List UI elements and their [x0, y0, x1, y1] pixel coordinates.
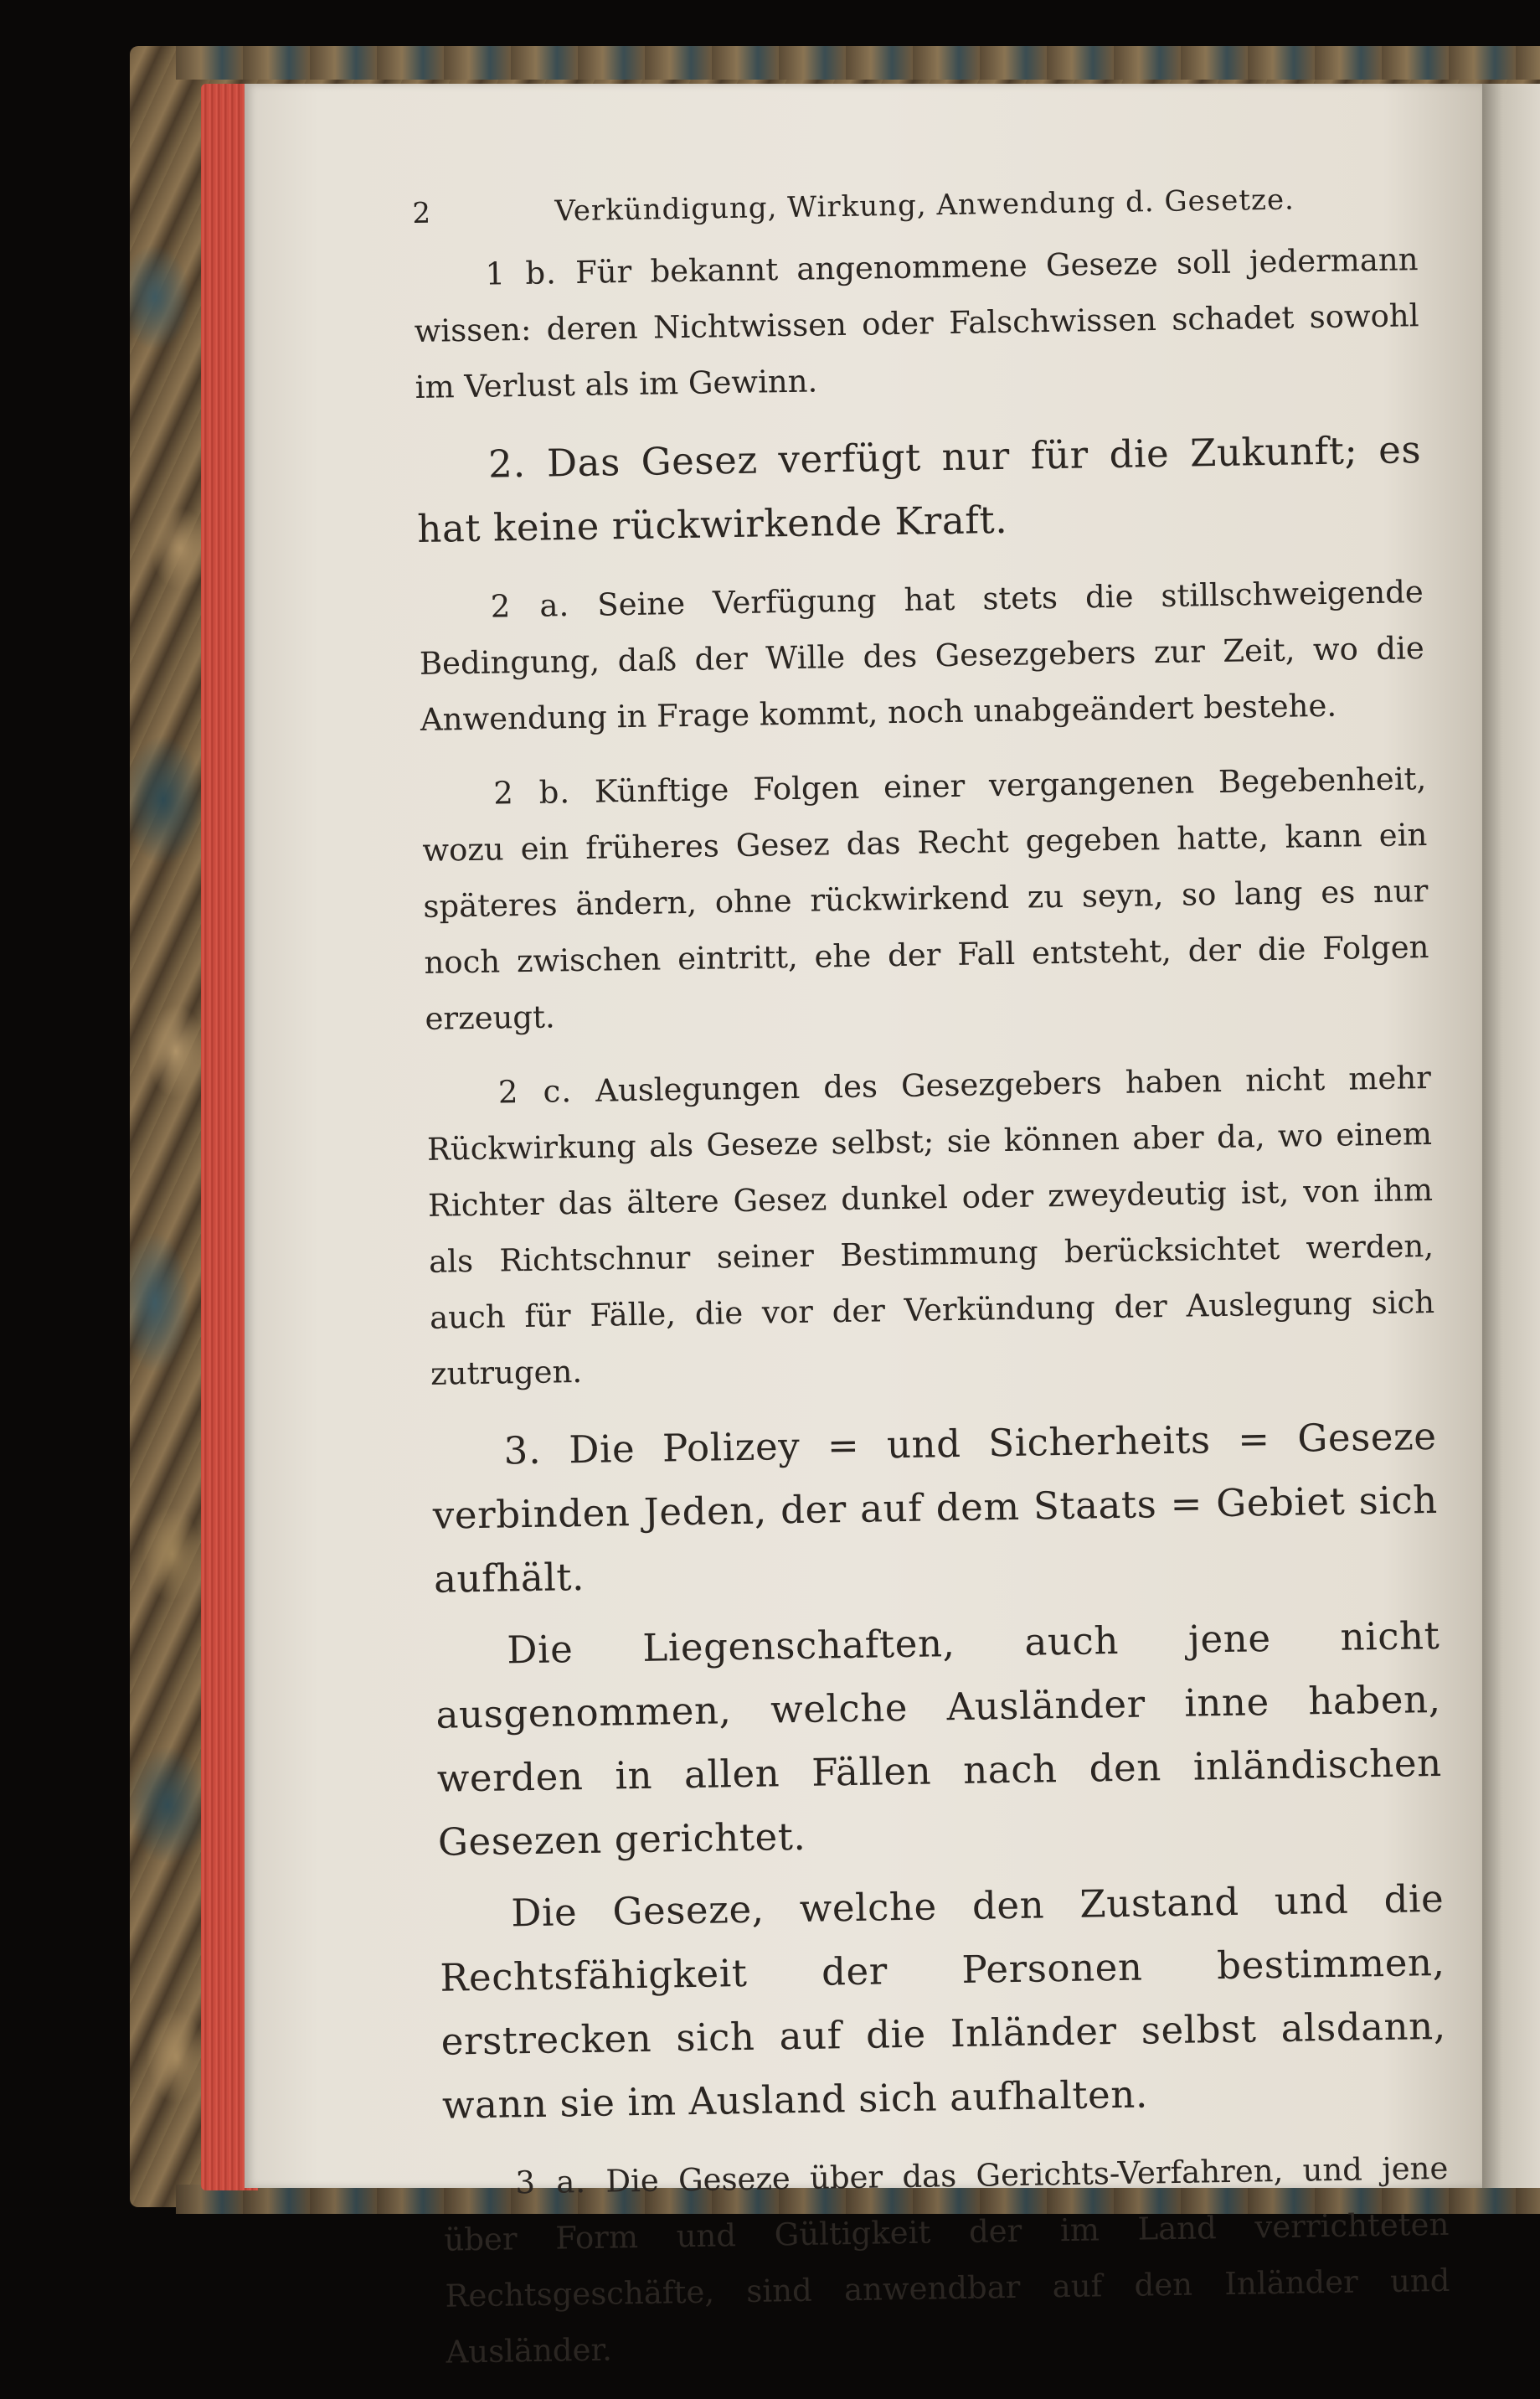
paragraph-number: 2 a.: [490, 587, 570, 625]
paragraph-number: 2.: [487, 441, 527, 487]
paragraph-text: Das Gesez verfügt nur für die Zukunft; es hat keine rückwirkende Kraft.: [416, 427, 1422, 551]
paragraph-number: 1 b.: [485, 255, 558, 292]
paragraph-number: 2 b.: [493, 774, 571, 812]
paragraph-3-cont-1: [435, 1604, 1444, 1875]
paragraph-text: Die Geseze über das Gerichts-Verfahren, und jene über Form und Gültigkeit der im Land verrichteten Rechtsgeschäfte, sind anwendbar auf den Inländer und Ausländer.: [444, 2149, 1450, 2371]
paragraph-3-cont-2: [439, 1867, 1448, 2138]
facing-page-edge: [1482, 84, 1540, 2188]
paragraph-2a: [418, 564, 1425, 748]
page-number: 2: [412, 196, 432, 230]
paragraph-3a: [443, 2140, 1451, 2381]
paragraph-3: [431, 1405, 1439, 1612]
paragraph-text: Künftige Folgen einer vergangenen Begebenheit, wozu ein früheres Gesez das Recht gegeben hatte, kann ein späteres ändern, ohne rückwirkend zu seyn, so lang es nur noch zwischen eintritt, ehe der Fall entsteht, der die Folgen erzeugt.: [422, 761, 1429, 1037]
page-text: [412, 173, 1451, 2399]
paragraph-2c: [425, 1050, 1435, 1402]
paragraph-1b: [413, 231, 1420, 415]
cover-top-edge: [176, 46, 1540, 80]
paragraph-number: 3 a.: [515, 2164, 587, 2201]
paragraph-number: 3.: [503, 1427, 543, 1473]
paragraph-text: Seine Verfügung hat stets die stillschweigende Bedingung, daß der Wille des Gesezgebers zur Zeit, wo die Anwendung in Frage kommt, noch unabgeändert bestehe.: [419, 574, 1425, 738]
paragraph-text: Die Geseze, welche den Zustand und die Rechtsfähigkeit der Personen bestimmen, erstrecken sich auf die Inländer selbst alsdann, wann sie im Ausland sich aufhalten.: [440, 1875, 1447, 2128]
paragraph-text: Auslegungen des Gesezgebers haben nicht mehr Rückwirkung als Geseze selbst; sie können aber da, wo einem Richter das ältere Gesez dunkel oder zweydeutig ist, von ihm als Richtschnur seiner Bestimmung berücksichtet werden, auch für Fälle, die vor der Verkündung der Auslegung sich zutrugen.: [426, 1060, 1435, 1392]
paragraph-2: [416, 418, 1423, 561]
paragraph-text: Für bekannt angenommene Geseze soll jedermann wissen: deren Nichtwissen oder Falschwissen schadet sowohl im Verlust als im Gewinn.: [414, 241, 1419, 405]
paragraph-text: Die Liegenschaften, auch jene nicht ausgenommen, welche Ausländer inne haben, werden in allen Fällen nach den inländischen Gesezen gerichtet.: [435, 1612, 1443, 1865]
paragraph-text: Die Polizey = und Sicherheits = Geseze verbinden Jeden, der auf dem Staats = Gebiet sich aufhält.: [432, 1413, 1439, 1602]
running-title: Verkündigung, Wirkung, Anwendung d. Gesetze.: [554, 183, 1295, 229]
paragraph-2b: [421, 751, 1430, 1047]
paragraph-number: 2 c.: [497, 1073, 573, 1111]
book-page: [245, 84, 1482, 2371]
